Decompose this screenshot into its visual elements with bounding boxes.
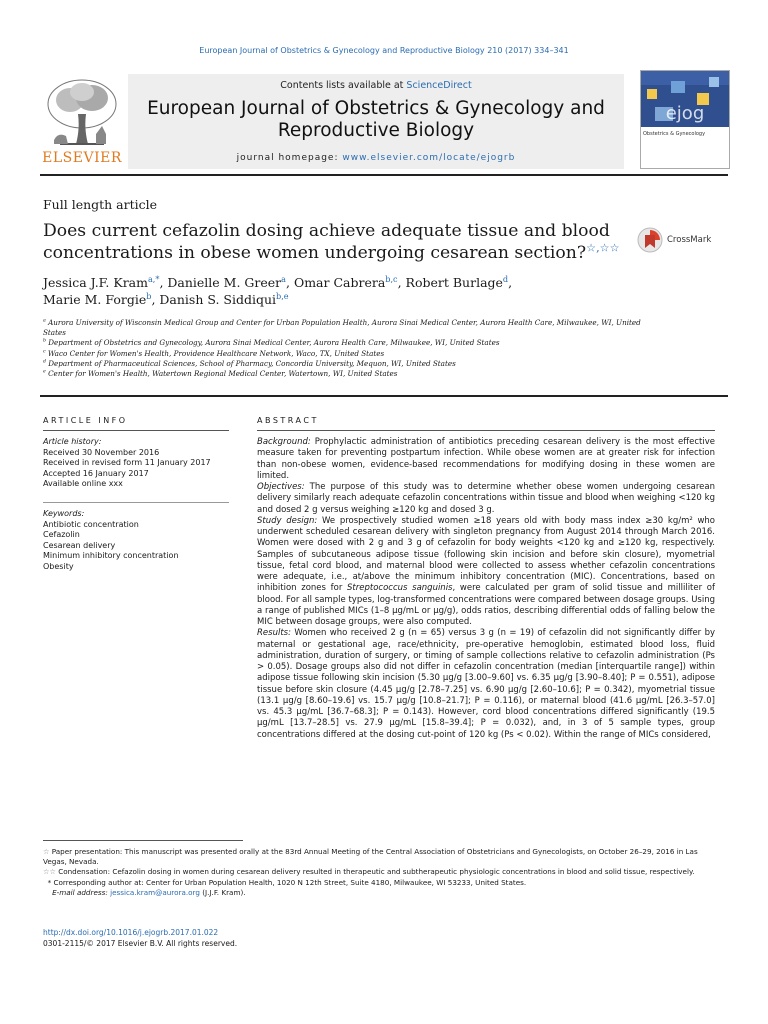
author-list: Jessica J.F. Kram$^{a,*}$, Danielle M. Greer$^a$, Omar Cabrera$^{b,c}$, Robert Burlage$^d$, Marie M. Forgie$^b$, Danish S. Siddiqui$^{b,e}$ bbox=[43, 273, 513, 307]
history-item: Available online xxx bbox=[43, 479, 123, 489]
affiliation-item: $^e$ Center for Women's Health, Watertown Regional Medical Center, Watertown, WI, United States bbox=[43, 369, 398, 379]
abstract-results: Results: Women who received 2 g (n = 65) versus 3 g (n = 19) of cefazolin did not significantly differ by maternal or gestational age, race/ethnicity, pre-operative hemoglobin, estimated blood loss, fluid administration, duration of surgery, or timing of sample collections relative to cefazolin administration (Ps > 0.05). Dosage groups also did not differ in cefazolin concentration (median [interquartile range]) within adipose tissue following skin incision (5.30 μg/g [3.00–9.60] vs. 6.35 μg/g [3.90–8.40]; P = 0.551), adipose tissue before skin closure (4.45 μg/g [2.78–7.25] vs. 6.90 μg/g [2.60–10.6]; P = 0.342), myometrial tissue (13.1 μg/g [8.60–19.6] vs. 15.7 μg/g [10.8–21.7]; P = 0.116), or maternal blood (41.6 μg/mL [26.3–57.0] vs. 45.3 μg/mL [36.7–68.3]; P = 0.143). However, cord blood concentrations differed significantly (19.5 μg/mL [13.7–28.5] vs. 27.9 μg/mL [15.8–39.4]; P = 0.032), and, in 3 of 5 sample types, group concentrations differed at the dosing cut-point of 120 kg (Ps < 0.02). Within the range of MICs considered, bbox=[257, 628, 716, 740]
title-footnote-marks[interactable]: ☆,☆☆ bbox=[586, 241, 620, 255]
footnote: ☆ Paper presentation: This manuscript was presented orally at the 83rd Annual Meeting of the Central Association of Obstetricians and Gynecologists, on October 26–29, 2016 in Las Vegas, Nevada. bbox=[43, 847, 698, 867]
footnote-email: E-mail address: jessica.kram@aurora.org (J.J.F. Kram). bbox=[52, 887, 246, 897]
affiliation-item: $^b$ Department of Obstetrics and Gynecology, Aurora Sinai Medical Center, Aurora Health Care, Milwaukee, WI, United States bbox=[43, 338, 500, 348]
abstract-objectives: Objectives: The purpose of this study was to determine whether obese women undergoing cesarean delivery similarly reach adequate cefazolin concentrations within tissue and blood when weighing <120 kg and dosed 2 g versus weighing ≥120 kg and dosed 3 g. bbox=[257, 482, 715, 515]
author[interactable]: Jessica J.F. Kram$^{a,*}$ bbox=[43, 273, 160, 290]
footnotes bbox=[43, 847, 715, 898]
keyword: Cefazolin bbox=[43, 530, 80, 540]
crossmark-icon bbox=[637, 226, 663, 254]
author[interactable]: Danish S. Siddiqui$^{b,e}$ bbox=[159, 290, 289, 307]
author[interactable]: Omar Cabrera$^{b,c}$ bbox=[293, 273, 398, 290]
elsevier-tree-logo bbox=[40, 74, 124, 152]
crossmark-label: CrossMark bbox=[667, 235, 712, 245]
copyright: 0301-2115/© 2017 Elsevier B.V. All rights reserved. bbox=[43, 938, 238, 948]
keyword: Antibiotic concentration bbox=[43, 519, 139, 529]
contents-line: Contents lists available at ScienceDirect bbox=[280, 80, 472, 91]
running-head[interactable]: European Journal of Obstetrics & Gynecology and Reproductive Biology 210 (2017) 334–341 bbox=[199, 46, 569, 55]
header-rule bbox=[40, 174, 728, 176]
journal-homepage: journal homepage: www.elsevier.com/locate/ejogrb bbox=[236, 153, 516, 163]
history-item: Received 30 November 2016 bbox=[43, 447, 160, 457]
affiliation-item: $^d$ Department of Pharmaceutical Sciences, School of Pharmacy, Concordia University, Mequon, WI, United States bbox=[43, 358, 456, 368]
section-rule bbox=[40, 395, 728, 397]
doi-link[interactable]: http://dx.doi.org/10.1016/j.ejogrb.2017.01.022 bbox=[43, 928, 219, 937]
footnote: * Corresponding author at: Center for Urban Population Health, 1020 N 12th Street, Suite 4180, Milwaukee, WI 53233, United States. bbox=[47, 877, 527, 887]
homepage-link[interactable]: www.elsevier.com/locate/ejogrb bbox=[342, 153, 516, 163]
keyword: Minimum inhibitory concentration bbox=[43, 551, 179, 561]
journal-cover[interactable]: ejog Obstetrics & Gynecology bbox=[640, 70, 730, 169]
keywords: Keywords: Antibiotic concentration Cefazolin Cesarean delivery Minimum inhibitory concentration Obesity bbox=[43, 509, 243, 573]
keyword: Obesity bbox=[43, 561, 74, 571]
doi-block bbox=[43, 928, 237, 949]
article-history: Article history: Received 30 November 2016 Received in revised form 11 January 2017 Accepted 16 January 2017 Available online xxx bbox=[43, 437, 243, 490]
sciencedirect-link[interactable]: ScienceDirect bbox=[406, 80, 472, 91]
crossmark-badge[interactable] bbox=[637, 226, 727, 254]
svg-text:ejog: ejog bbox=[665, 103, 705, 124]
article-title: Does current cefazolin dosing achieve adequate tissue and blood concentrations in obese women undergoing cesarean section?☆,☆☆ bbox=[43, 221, 620, 263]
keyword: Cesarean delivery bbox=[43, 540, 116, 550]
elsevier-wordmark[interactable]: ELSEVIER bbox=[42, 150, 122, 166]
article-info-heading: ARTICLE INFO bbox=[43, 416, 128, 425]
abstract-background: Background: Prophylactic administration of antibiotics preceding cesarean delivery is the most effective measure taken for preventing postpartum infection. While obese women are at greater risk for infection than non-obese women, evidence-based recommendations for modifying dosing in these women are limited. bbox=[257, 437, 716, 481]
affiliation-item: $^c$ Waco Center for Women's Health, Providence Healthcare Network, Waco, TX, United States bbox=[43, 348, 385, 358]
affiliation-item: $^a$ Aurora University of Wisconsin Medical Group and Center for Urban Population Health, Aurora Sinai Medical Center, Aurora Health Care, Milwaukee, WI, United States bbox=[43, 318, 641, 338]
footnote: ☆☆ Condensation: Cefazolin dosing in women during cesarean delivery resulted in therapeutic and subtherapeutic physiologic concentrations in blood and solid tissue, respectively. bbox=[43, 867, 695, 877]
article-type: Full length article bbox=[43, 197, 158, 212]
footnote-rule bbox=[43, 840, 243, 841]
abstract-body bbox=[257, 437, 715, 741]
abstract-rule bbox=[257, 430, 715, 431]
affiliations bbox=[43, 318, 653, 379]
email-link[interactable]: jessica.kram@aurora.org bbox=[110, 887, 200, 897]
author[interactable]: Danielle M. Greer$^a$ bbox=[167, 273, 286, 290]
author[interactable]: Robert Burlage$^d$ bbox=[405, 273, 509, 290]
article-info-divider bbox=[43, 502, 229, 503]
journal-title: European Journal of Obstetrics & Gynecology and Reproductive Biology bbox=[147, 98, 605, 141]
article-info-rule bbox=[43, 430, 229, 431]
abstract-heading: ABSTRACT bbox=[257, 416, 319, 425]
history-item: Received in revised form 11 January 2017 bbox=[43, 458, 211, 468]
author[interactable]: Marie M. Forgie$^b$ bbox=[43, 290, 152, 307]
history-item: Accepted 16 January 2017 bbox=[43, 468, 149, 478]
abstract-design: Study design: We prospectively studied women ≥18 years old with body mass index ≥30 kg/m² who underwent scheduled cesarean delivery with singleton pregnancy from August 2014 through March 2016. Women were dosed with 2 g and 3 g of cefazolin for body weights <120 kg and ≥120 kg, respectively. Samples of subcutaneous adipose tissue (following skin incision and before skin closure), myometrial tissue, fetal cord blood, and maternal blood were collected to assess whether cefazolin concentrations were adequate, i.e., at/above the minimum inhibitory concentration (MIC). Concentrations, based on inhibition zones for Streptococcus sanguinis, were calculated per gram of solid tissue and milliliter of blood. For all sample types, log-transformed concentrations were compared between dosage groups. Using a range of published MICs (1–8 μg/mL or μg/g), odds ratios, describing differential odds of falling below the MIC between dosage groups, were also computed. bbox=[257, 515, 716, 627]
